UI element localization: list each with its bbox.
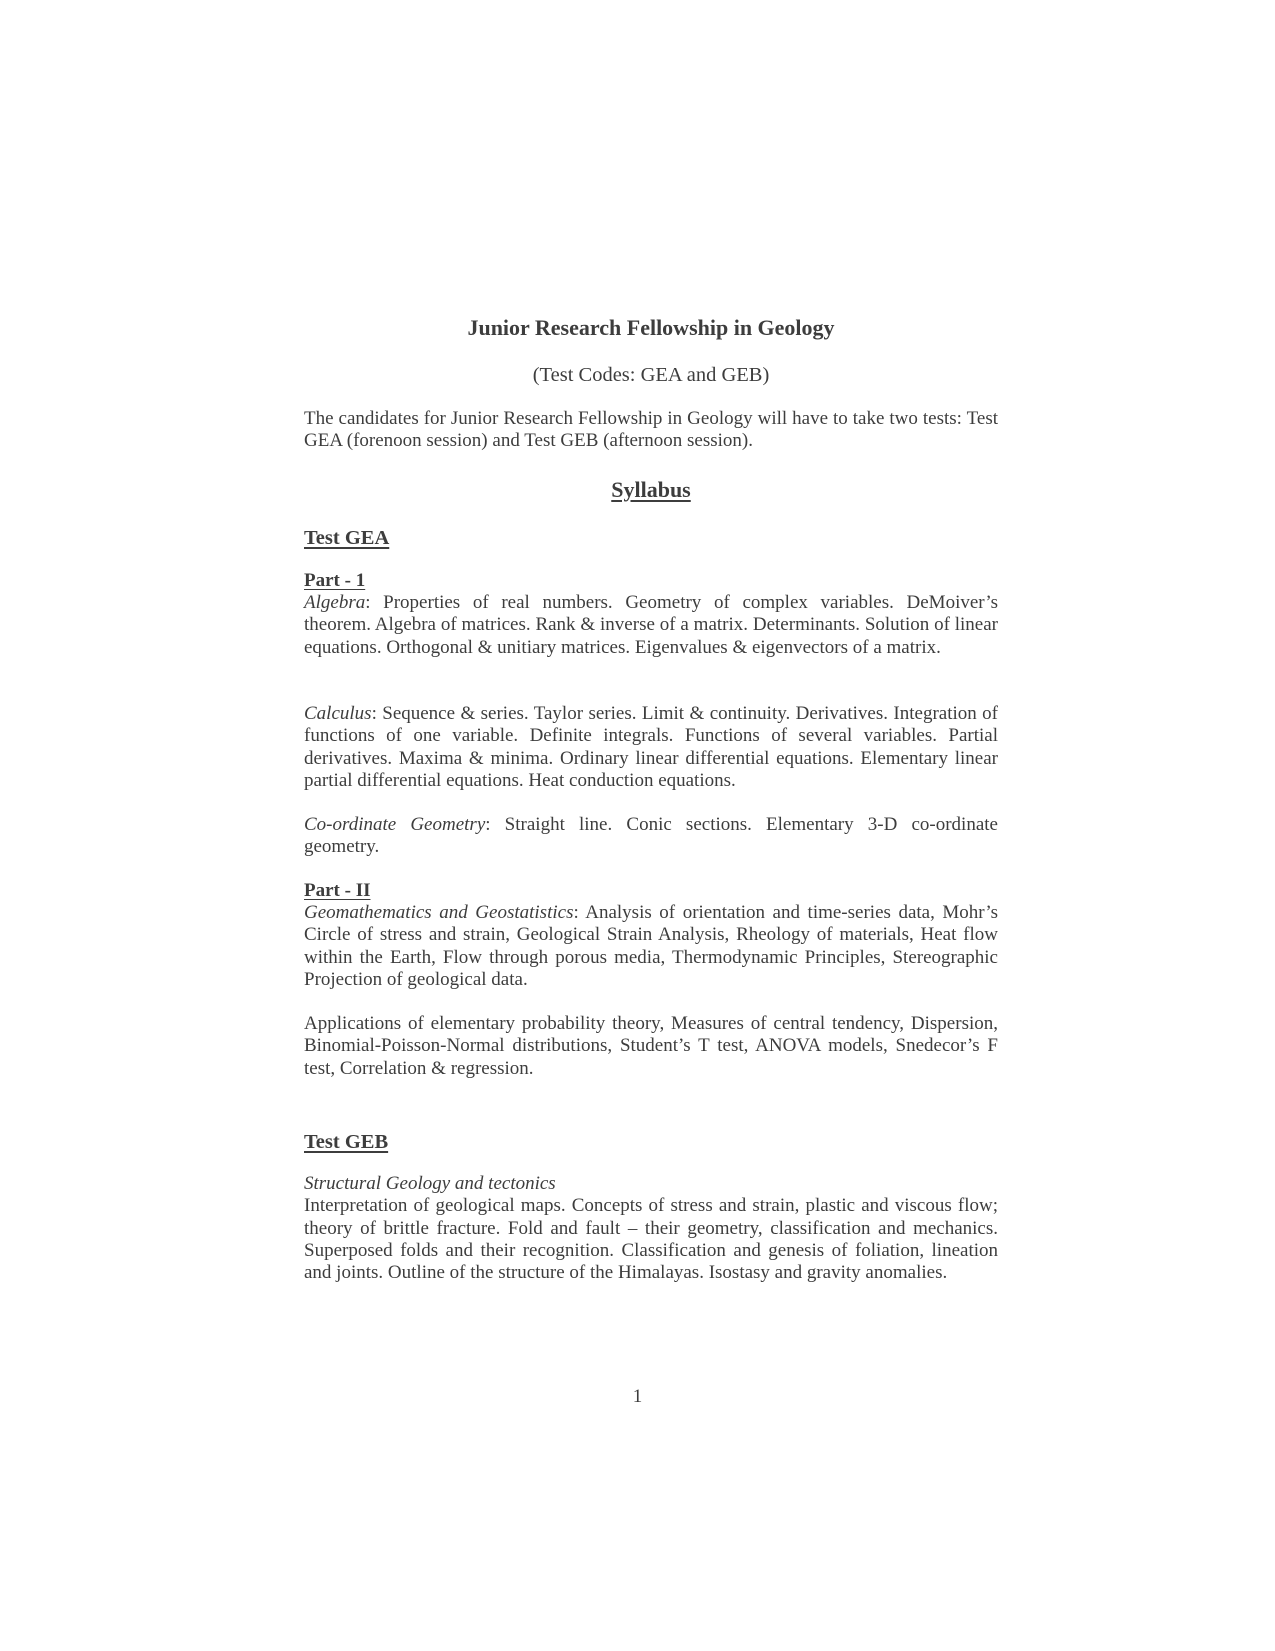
intro-paragraph: The candidates for Junior Research Fellowship in Geology will have to take two tests: Test GEA (forenoon session) and Test GEB (afternoon session). <box>304 408 998 452</box>
test-gea-heading <box>304 525 998 551</box>
part-1-heading <box>304 570 998 592</box>
test-gea-heading-text: Test GEA <box>304 527 390 549</box>
test-geb-heading-text: Test GEB <box>304 1131 389 1153</box>
calculus-subject: Calculus <box>304 703 372 724</box>
structural-geology-section <box>304 1173 998 1284</box>
syllabus-heading-text: Syllabus <box>611 477 691 502</box>
geomathematics-text: : Analysis of orientation and time-series data, Mohr’s Circle of stress and strain, Geological Strain Analysis, Rheology of materials, Heat flow within the Earth, Flow through porous media, Thermodynamic Principles, Stereographic Projection of geological data. <box>304 902 998 990</box>
coordinate-geometry-subject: Co-ordinate Geometry <box>304 814 486 835</box>
probability-paragraph: Applications of elementary probability theory, Measures of central tendency, Dispersion, Binomial-Poisson-Normal distributions, Student’s T test, ANOVA models, Snedecor’s F test, Correlation & regression. <box>304 1013 998 1079</box>
structural-geology-text: Interpretation of geological maps. Concepts of stress and strain, plastic and viscous flow; theory of brittle fracture. Fold and fault – their geometry, classification and mechanics. Superposed folds and their recognition. Classification and genesis of foliation, lineation and joints. Outline of the structure of the Himalayas. Isostasy and gravity anomalies. <box>304 1195 998 1284</box>
test-geb-heading <box>304 1129 998 1155</box>
structural-geology-subject: Structural Geology and tectonics <box>304 1173 556 1194</box>
algebra-subject: Algebra <box>304 592 366 613</box>
calculus-paragraph <box>304 703 998 792</box>
part-2-heading-text: Part - II <box>304 880 371 901</box>
test-codes-subtitle: (Test Codes: GEA and GEB) <box>532 364 770 386</box>
page-title: Junior Research Fellowship in Geology <box>467 315 835 340</box>
algebra-paragraph <box>304 592 998 659</box>
geomathematics-subject: Geomathematics and Geostatistics <box>304 902 574 923</box>
part-2-heading <box>304 880 998 902</box>
calculus-text: : Sequence & series. Taylor series. Limit & continuity. Derivatives. Integration of functions of one variable. Definite integrals. Functions of several variables. Partial derivatives. Maxima & minima. Ordinary linear differential equations. Elementary linear partial differential equations. Heat conduction equations. <box>304 703 998 791</box>
coordinate-geometry-paragraph <box>304 814 998 859</box>
part-1-heading-text: Part - 1 <box>304 570 366 591</box>
coordinate-geometry-text: : Straight line. Conic sections. Elementary 3-D co-ordinate geometry. <box>304 814 998 858</box>
page-number: 1 <box>632 1386 643 1407</box>
syllabus-heading <box>304 476 998 504</box>
algebra-text: : Properties of real numbers. Geometry of complex variables. DeMoiver’s theorem. Algebra of matrices. Rank & inverse of a matrix. Determinants. Solution of linear equations. Orthogonal & unitiary matrices. Eigenvalues & eigenvectors of a matrix. <box>304 592 998 658</box>
geomathematics-paragraph <box>304 902 998 991</box>
